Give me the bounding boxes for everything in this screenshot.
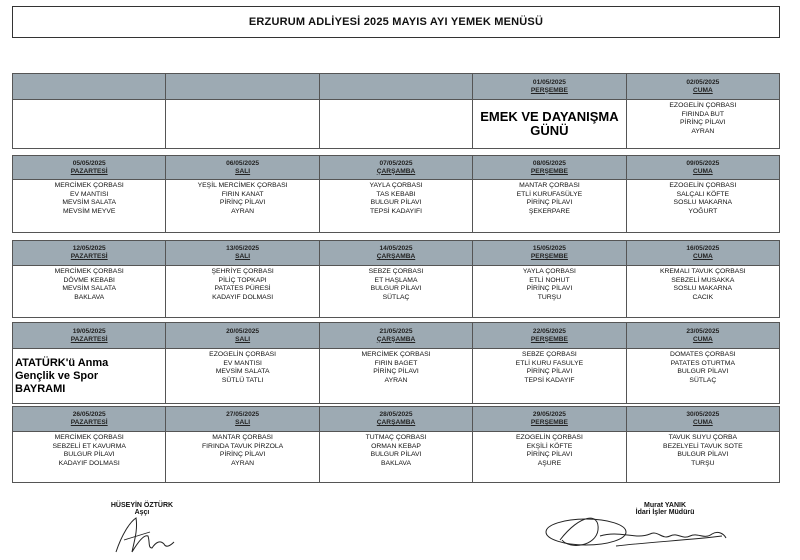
menu-item: MEVSİM SALATA xyxy=(62,199,117,207)
day-menu xyxy=(319,180,472,232)
day-header xyxy=(319,323,472,349)
day-header xyxy=(319,407,472,432)
menu-item: PİRİNÇ PİLAVI xyxy=(526,199,573,207)
day-menu xyxy=(626,180,779,232)
day-name: PERŞEMBE xyxy=(530,167,568,175)
day-date: 21/05/2025 xyxy=(379,327,413,335)
menu-item: KADAYIF DOLMASI xyxy=(212,294,274,302)
menu-item: TURŞU xyxy=(691,460,715,468)
day-name: CUMA xyxy=(692,335,713,343)
day-date: 30/05/2025 xyxy=(686,411,720,418)
day-header xyxy=(13,323,165,349)
menu-item: FIRINDA BUT xyxy=(681,110,724,118)
menu-item: AYRAN xyxy=(231,208,255,216)
day-name: SALI xyxy=(235,253,251,260)
menu-item: SEBZE ÇORBASI xyxy=(522,351,577,358)
day-date: 20/05/2025 xyxy=(226,327,260,335)
day-header xyxy=(165,74,318,100)
menu-item: BAKLAVA xyxy=(381,460,411,468)
day-name: PAZARTESİ xyxy=(70,253,108,260)
right-handwritten-signature xyxy=(540,510,730,556)
menu-item: PİRİNÇ PİLAVI xyxy=(680,119,726,127)
day-header xyxy=(626,407,779,432)
menu-item: BULGUR PİLAVI xyxy=(370,285,422,293)
menu-item: AŞURE xyxy=(537,460,562,468)
menu-item: EZOGELİN ÇORBASI xyxy=(669,102,737,109)
day-menu xyxy=(626,100,779,148)
day-menu xyxy=(13,432,165,482)
menu-item: MERCİMEK ÇORBASI xyxy=(361,351,431,358)
day-date: 14/05/2025 xyxy=(379,245,413,252)
day-menu xyxy=(626,432,779,482)
day-name: PERŞEMBE xyxy=(530,335,568,343)
menu-item: ETLİ NOHUT xyxy=(529,276,570,284)
menu-item: MERCİMEK ÇORBASI xyxy=(54,434,124,441)
day-header xyxy=(472,407,625,432)
menu-item: MERCİMEK ÇORBASI xyxy=(54,182,124,189)
menu-item: SOSLU MAKARNA xyxy=(673,285,733,293)
menu-item: TAVUK SUYU ÇORBA xyxy=(668,434,738,441)
menu-item: YOĞURT xyxy=(688,208,718,216)
menu-item: SEBZELİ MUSAKKA xyxy=(671,276,735,284)
menu-item: EZOGELİN ÇORBASI xyxy=(669,182,737,189)
week-block xyxy=(12,155,780,233)
menu-item: BULGUR PİLAVI xyxy=(370,451,422,459)
menu-item: YEŞİL MERCİMEK ÇORBASI xyxy=(197,182,288,189)
day-date: 27/05/2025 xyxy=(226,411,260,418)
menu-item: FIRIN KANAT xyxy=(221,190,264,198)
menu-item: EV MANTISI xyxy=(223,359,262,367)
menu-item: ET HAŞLAMA xyxy=(374,276,418,284)
menu-item: SEBZE ÇORBASI xyxy=(368,268,424,275)
day-header xyxy=(165,241,318,266)
day-menu xyxy=(319,349,472,403)
day-menu xyxy=(13,100,165,148)
menu-item: ŞEKERPARE xyxy=(528,208,570,216)
menu-item: DOMATES ÇORBASI xyxy=(670,351,736,358)
menu-item: PİRİNÇ PİLAVI xyxy=(373,368,419,376)
menu-item: EKŞİLİ KÖFTE xyxy=(526,442,573,450)
day-name: SALI xyxy=(235,419,251,426)
holiday-label: EMEK VE DAYANIŞMA GÜNÜ xyxy=(480,109,619,138)
menu-item: ETLİ KURUFASÜLYE xyxy=(516,190,583,198)
menu-item: AYRAN xyxy=(384,377,408,385)
day-name: ÇARŞAMBA xyxy=(376,167,416,175)
day-menu xyxy=(165,180,318,232)
day-menu xyxy=(472,266,625,317)
menu-item: TEPSİ KADAYIFI xyxy=(370,208,423,216)
day-name: PAZARTESİ xyxy=(70,167,108,175)
left-handwritten-signature xyxy=(108,512,178,556)
week-block xyxy=(12,406,780,483)
day-date: 26/05/2025 xyxy=(72,411,106,418)
day-name: SALI xyxy=(235,167,251,175)
day-date: 08/05/2025 xyxy=(532,159,566,167)
menu-item: SOSLU MAKARNA xyxy=(673,199,733,207)
day-menu xyxy=(165,100,318,148)
day-menu xyxy=(626,349,779,403)
menu-item: KADAYIF DOLMASI xyxy=(58,460,120,468)
day-header xyxy=(626,323,779,349)
menu-item: EZOGELİN ÇORBASI xyxy=(515,434,583,441)
day-header xyxy=(319,74,472,100)
day-name: PAZARTESİ xyxy=(70,419,108,426)
holiday-label-line: BAYRAMI xyxy=(15,382,66,395)
day-menu xyxy=(472,349,625,403)
day-name: PERŞEMBE xyxy=(530,419,568,426)
day-header xyxy=(319,241,472,266)
day-header xyxy=(472,74,625,100)
day-date: 29/05/2025 xyxy=(532,411,566,418)
menu-item: PİRİNÇ PİLAVI xyxy=(219,199,266,207)
menu-title: ERZURUM ADLİYESİ 2025 MAYIS AYI YEMEK MENÜSÜ xyxy=(248,16,544,28)
menu-item: BULGUR PİLAVI xyxy=(677,451,729,459)
day-menu xyxy=(165,432,318,482)
menu-item: PİRİNÇ PİLAVI xyxy=(219,451,266,459)
day-name: SALI xyxy=(235,335,251,343)
right-signer-role: İdari İşler Müdürü xyxy=(635,509,695,516)
menu-item: MERCİMEK ÇORBASI xyxy=(54,268,124,275)
menu-item: TUTMAÇ ÇORBASI xyxy=(365,434,427,441)
menu-item: BULGUR PİLAVI xyxy=(677,368,729,376)
day-date: 07/05/2025 xyxy=(379,159,413,167)
menu-item: CACIK xyxy=(692,294,714,302)
menu-item: MEVSİM MEYVE xyxy=(62,208,116,216)
day-menu xyxy=(472,432,625,482)
week-block xyxy=(12,240,780,318)
week-block xyxy=(12,322,780,404)
menu-item: PİLİÇ TOPKAPI xyxy=(218,276,267,284)
menu-item: TAS KEBABI xyxy=(376,190,416,198)
menu-item: BULGUR PİLAVI xyxy=(63,451,115,459)
day-header xyxy=(626,74,779,100)
menu-item: PİRİNÇ PİLAVI xyxy=(526,368,573,376)
day-menu xyxy=(472,100,625,148)
menu-item: MEVSİM SALATA xyxy=(215,368,270,376)
menu-item: PATATES PÜRESİ xyxy=(214,285,271,293)
holiday-label-line: ATATÜRK'ü Anma xyxy=(15,356,109,369)
menu-item: TURŞU xyxy=(537,294,562,302)
holiday-label-line: Gençlik ve Spor xyxy=(15,369,99,382)
menu-item: DÖVME KEBABI xyxy=(63,276,115,284)
menu-item: AYRAN xyxy=(231,460,255,468)
day-menu xyxy=(13,266,165,317)
day-date: 06/05/2025 xyxy=(226,159,260,167)
day-header xyxy=(165,407,318,432)
menu-item: MANTAR ÇORBASI xyxy=(212,434,273,441)
day-name: ÇARŞAMBA xyxy=(376,335,416,343)
day-header xyxy=(13,156,165,180)
day-name: CUMA xyxy=(692,167,713,175)
day-name: PAZARTESİ xyxy=(70,335,108,343)
day-menu xyxy=(472,180,625,232)
day-date: 23/05/2025 xyxy=(686,327,720,335)
menu-item: EZOGELİN ÇORBASI xyxy=(209,351,277,358)
day-date: 16/05/2025 xyxy=(686,245,720,252)
day-menu xyxy=(319,266,472,317)
menu-item: BULGUR PİLAVI xyxy=(370,199,422,207)
menu-item: MEVSİM SALATA xyxy=(62,285,117,293)
day-menu xyxy=(319,432,472,482)
day-header xyxy=(165,323,318,349)
day-date: 12/05/2025 xyxy=(72,245,106,252)
menu-item: ŞEHRİYE ÇORBASI xyxy=(211,268,274,275)
menu-item: EV MANTISI xyxy=(69,190,109,198)
menu-item: BEZELYELİ TAVUK SOTE xyxy=(663,442,743,450)
day-header xyxy=(472,323,625,349)
day-name: ÇARŞAMBA xyxy=(376,253,416,260)
day-header xyxy=(626,156,779,180)
day-header xyxy=(472,156,625,180)
day-name: PERŞEMBE xyxy=(530,253,568,260)
menu-item: SÜTLÜ TATLI xyxy=(221,377,264,385)
menu-item: SÜTLAÇ xyxy=(382,294,410,302)
menu-item: PİRİNÇ PİLAVI xyxy=(526,285,573,293)
day-header xyxy=(165,156,318,180)
day-date: 28/05/2025 xyxy=(379,411,413,418)
day-date: 05/05/2025 xyxy=(72,159,106,167)
page-title xyxy=(12,6,780,38)
menu-item: AYRAN xyxy=(691,128,715,136)
day-date: 09/05/2025 xyxy=(686,159,720,167)
day-menu xyxy=(13,180,165,232)
day-header xyxy=(13,74,165,100)
day-header xyxy=(13,241,165,266)
menu-item: ETLİ KURU FASULYE xyxy=(515,359,584,367)
menu-item: PATATES OTURTMA xyxy=(670,359,735,367)
day-menu xyxy=(626,266,779,317)
day-date: 22/05/2025 xyxy=(532,327,566,335)
day-header xyxy=(472,241,625,266)
menu-item: KREMALI TAVUK ÇORBASI xyxy=(659,268,746,275)
menu-item: TEPSİ KADAYIF xyxy=(524,377,575,385)
day-menu xyxy=(13,349,165,403)
menu-item: MANTAR ÇORBASI xyxy=(519,182,580,189)
day-name: CUMA xyxy=(692,253,713,260)
day-date: 15/05/2025 xyxy=(532,245,566,252)
day-menu xyxy=(165,349,318,403)
menu-item: ORMAN KEBAP xyxy=(371,442,421,450)
menu-item: SÜTLAÇ xyxy=(689,377,717,385)
right-signer-name: Murat YANIK xyxy=(643,502,686,509)
day-date: 01/05/2025 xyxy=(532,78,566,86)
day-date: 02/05/2025 xyxy=(686,78,720,86)
menu-item: YAYLA ÇORBASI xyxy=(522,268,576,275)
day-header xyxy=(319,156,472,180)
menu-item: PİRİNÇ PİLAVI xyxy=(526,451,573,459)
day-date: 19/05/2025 xyxy=(72,327,106,335)
day-name: CUMA xyxy=(692,419,713,426)
day-header xyxy=(13,407,165,432)
left-signer-role: Aşçı xyxy=(134,509,150,516)
week-block xyxy=(12,73,780,149)
menu-item: FIRINDA TAVUK PİRZOLA xyxy=(202,442,284,450)
day-menu xyxy=(165,266,318,317)
menu-item: BAKLAVA xyxy=(74,294,105,302)
day-menu xyxy=(319,100,472,148)
menu-item: YAYLA ÇORBASI xyxy=(369,182,423,189)
day-header xyxy=(626,241,779,266)
left-signer-name: HÜSEYİN ÖZTÜRK xyxy=(110,502,174,509)
menu-item: SEBZELİ ET KAVURMA xyxy=(52,442,126,450)
menu-item: SALÇALI KÖFTE xyxy=(676,190,730,198)
day-name: PERŞEMBE xyxy=(530,86,568,94)
day-date: 13/05/2025 xyxy=(226,245,260,252)
day-name: ÇARŞAMBA xyxy=(376,419,416,426)
day-name: CUMA xyxy=(692,86,713,94)
menu-item: FIRIN BAGET xyxy=(374,359,418,367)
